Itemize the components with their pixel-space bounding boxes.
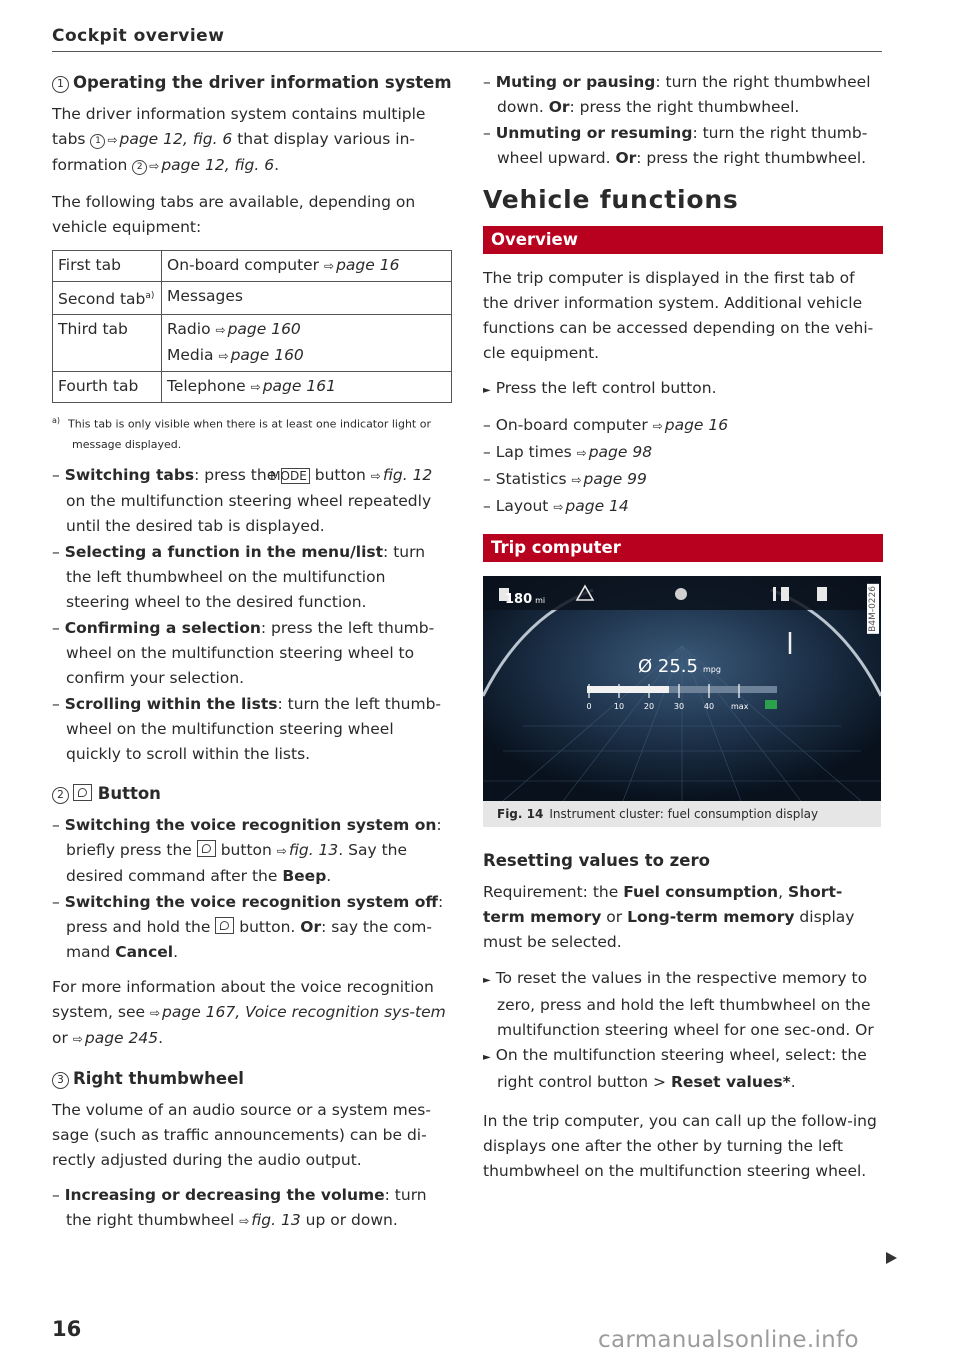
range-readout: 180 mi (505, 592, 546, 607)
consumption-value: Ø 25.5 mpg (638, 656, 721, 677)
step-item: ► Press the left control button. (483, 379, 717, 397)
page-number: 16 (52, 1317, 82, 1341)
overview-section-bar: Overview (483, 226, 883, 254)
table-cell-content: On-board computer ⇨ page 16 (162, 251, 452, 282)
page-ref-link[interactable]: ⇨ page 98 (576, 443, 653, 461)
voice-button-icon (73, 784, 92, 801)
status-icon (675, 588, 687, 600)
table-cell-content: Telephone ⇨ page 161 (162, 372, 452, 403)
list-item: – Muting or pausing: turn the right thumbwheel down. Or: press the right thumbwheel. (483, 73, 871, 116)
mode-key: MODE (281, 468, 310, 484)
list-item: – Lap times ⇨ page 98 (483, 443, 653, 461)
page-ref-link[interactable]: ⇨ page 160 (215, 320, 301, 339)
paragraph-tabs-intro: The driver information system contains multiple tabs 1 ⇨ page 12, fig. 6 that display various in-formation 2 ⇨ page 12, fig. 6. (52, 105, 426, 174)
voice-button-icon (197, 840, 216, 857)
list-item: – Unmuting or resuming: turn the right thumb-wheel upward. Or: press the right thumbwheel. (483, 124, 868, 167)
section-operating-title: 1 Operating the driver information system (52, 70, 452, 96)
table-cell-content: Messages (162, 282, 452, 315)
list-item: – Switching tabs: press the MODE button ⇨ fig. 12 on the multifunction steering wheel repeatedly until the desired tab is displayed. (52, 465, 433, 535)
voice-button-icon (215, 917, 234, 934)
list-item: – Switching the voice recognition system off: press and hold the button. Or: say the com-mand Cancel. (52, 892, 444, 961)
step-item: ► To reset the values in the respective memory to zero, press and hold the left thumbwheel on the multifunction steering wheel for one sec-ond. Or (483, 969, 874, 1039)
right-column (483, 70, 883, 1184)
section-header: Cockpit overview (52, 26, 225, 46)
section-button-title: 2 Button (52, 781, 452, 807)
fig-ref-link[interactable]: ⇨ fig. 13 (239, 1210, 301, 1229)
paragraph-tabs-available: The following tabs are available, depending on vehicle equipment: (52, 193, 416, 236)
vehicle-functions-heading: Vehicle functions (483, 185, 739, 214)
page-ref-link[interactable]: ⇨ page 160 (218, 346, 304, 365)
callout-number: 1 (52, 76, 69, 93)
instrument-cluster-figure (483, 576, 881, 801)
page-ref-link[interactable]: ⇨ page 12, fig. 6 (149, 156, 275, 174)
list-item: – Statistics ⇨ page 99 (483, 470, 647, 488)
callout-number: 3 (52, 1072, 69, 1089)
list-item: – Scrolling within the lists: turn the left thumb-wheel on the multifunction steering wheel quickly to scroll within the lists. (52, 694, 442, 763)
list-item: – Layout ⇨ page 14 (483, 497, 629, 515)
page-ref-link[interactable]: ⇨ page 12, fig. 6 (107, 130, 233, 148)
list-item: – Switching the voice recognition system on: briefly press the button ⇨ fig. 13. Say the desired command after the Beep. (52, 815, 442, 885)
consumption-bar (587, 686, 669, 693)
seatbelt-icon (817, 587, 827, 601)
callout-number: 1 (90, 134, 105, 149)
scale-label: 40 (703, 702, 715, 711)
callout-number: 2 (132, 160, 147, 175)
page-ref-link[interactable]: ⇨ page 16 (652, 416, 729, 434)
table-row (53, 251, 452, 282)
trip-computer-section-bar: Trip computer (483, 534, 883, 562)
callout-number: 2 (52, 787, 69, 804)
figure-code: B4M-0226 (868, 586, 878, 632)
paragraph-requirement: Requirement: the Fuel consumption, Short-term memory or Long-term memory display must be selected. (483, 883, 855, 951)
scale-label: 0 (586, 702, 592, 711)
paragraph-trip-displays: In the trip computer, you can call up the follow-ing displays one after the other by turning the left thumbwheel on the multifunction steering wheel. (483, 1112, 877, 1180)
tabs-table (52, 250, 452, 403)
watermark: carmanualsonline.info (598, 1327, 859, 1353)
continue-arrow-icon (886, 1252, 897, 1264)
consumption-scale (483, 702, 881, 716)
table-cell-tab: Third tab (53, 315, 162, 372)
page-ref-link[interactable]: ⇨ page 245 (72, 1028, 159, 1047)
step-item: ► On the multifunction steering wheel, select: the right control button > Reset values*. (483, 1046, 867, 1091)
table-row (53, 372, 452, 403)
door-icon (781, 587, 789, 601)
page-ref-link[interactable]: ⇨ page 167, Voice recognition sys-tem (149, 1002, 446, 1021)
table-row (53, 282, 452, 315)
list-item: – On-board computer ⇨ page 16 (483, 416, 729, 434)
cluster-graphic (483, 576, 881, 801)
operating-list (52, 463, 452, 767)
scale-label: 10 (613, 702, 625, 711)
page-ref-link[interactable]: ⇨ page 16 (324, 256, 400, 274)
page-ref-link[interactable]: ⇨ page 161 (250, 377, 336, 396)
paragraph-overview: The trip computer is displayed in the first tab of the driver information system. Additional vehicle functions can be accessed depending on the vehi-cle equipment. (483, 269, 874, 362)
table-cell-tab: Second tab$^{a)}$ (53, 282, 162, 315)
voice-list (52, 813, 452, 965)
mute-list (483, 70, 883, 171)
overview-steps (483, 376, 883, 403)
table-row (53, 315, 452, 372)
page-ref-link[interactable]: ⇨ page 14 (553, 497, 629, 515)
list-item: – Selecting a function in the menu/list: turn the left thumbwheel on the multifunction steering wheel to the desired function. (52, 542, 426, 611)
overview-function-list (483, 413, 883, 520)
volume-list (52, 1183, 452, 1234)
table-cell-content: Radio ⇨ page 160 Media ⇨ page 160 (162, 315, 452, 372)
figure-caption: Fig. 14 Instrument cluster: fuel consumption display (483, 801, 881, 827)
scale-label: max (731, 702, 749, 711)
header-rule (52, 51, 882, 52)
fig-ref-link[interactable]: ⇨ fig. 13 (276, 840, 339, 859)
section-thumbwheel-title: 3 Right thumbwheel (52, 1066, 452, 1092)
resetting-heading: Resetting values to zero (483, 851, 710, 870)
table-cell-tab: First tab (53, 251, 162, 282)
scale-label: 20 (643, 702, 655, 711)
table-footnote: $^{a)}$ This tab is only visible when there is at least one indicator light or message displayed. (52, 416, 431, 451)
paragraph-voice-info: For more information about the voice recognition system, see ⇨ page 167, Voice recognition sys-tem or ⇨ page 245. (52, 977, 446, 1047)
scale-label: 30 (673, 702, 685, 711)
list-item: – Increasing or decreasing the volume: turn the right thumbwheel ⇨ fig. 13 up or down. (52, 1185, 427, 1229)
list-item: – Confirming a selection: press the left thumb-wheel on the multifunction steering wheel to confirm your selection. (52, 618, 435, 687)
table-cell-tab: Fourth tab (53, 372, 162, 403)
page-ref-link[interactable]: ⇨ page 99 (571, 470, 647, 488)
reset-steps (483, 966, 883, 1095)
left-column (52, 70, 452, 1242)
paragraph-volume: The volume of an audio source or a system mes-sage (such as traffic announcements) can be di-rectly adjusted during the audio output. (52, 1100, 431, 1169)
fig-ref-link[interactable]: ⇨ fig. 12 (370, 465, 433, 484)
